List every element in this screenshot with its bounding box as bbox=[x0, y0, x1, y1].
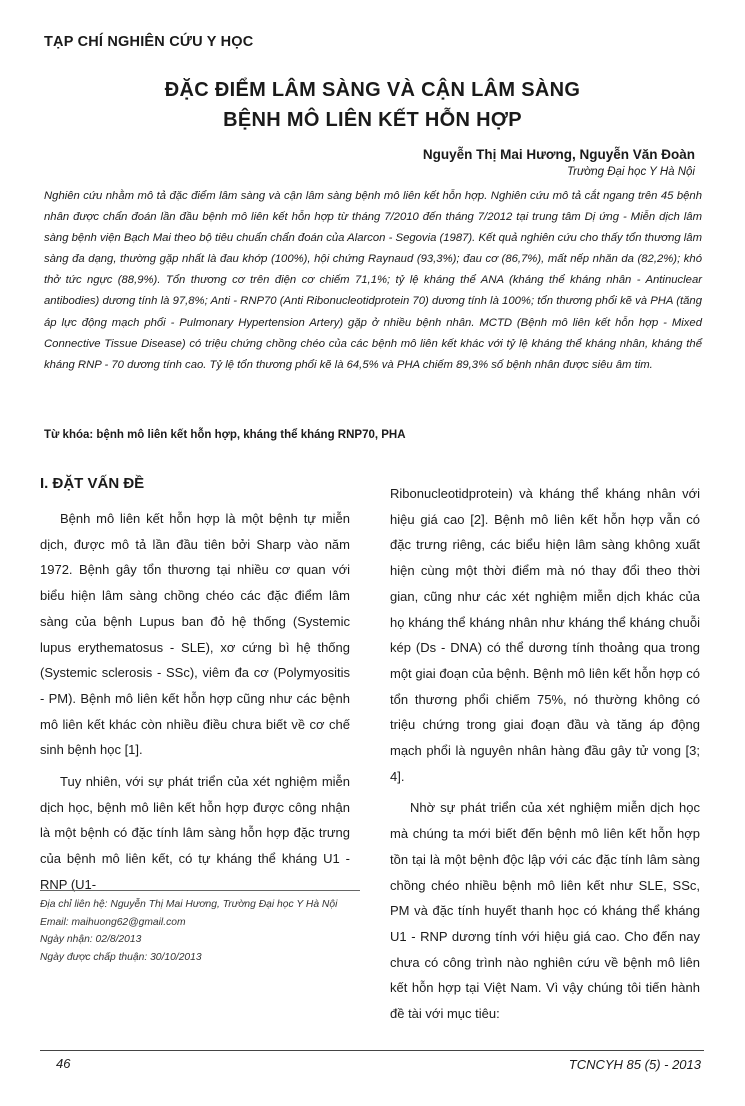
footnote-divider bbox=[40, 890, 360, 891]
right-column bbox=[390, 481, 700, 1033]
page-number: 46 bbox=[56, 1056, 71, 1071]
article-title-line1: ĐẶC ĐIỂM LÂM SÀNG VÀ CẬN LÂM SÀNG bbox=[164, 79, 581, 101]
journal-name: TẠP CHÍ NGHIÊN CỨU Y HỌC bbox=[44, 34, 254, 50]
footnote-received-date: Ngày nhận: 02/8/2013 bbox=[40, 934, 142, 945]
footer-divider bbox=[40, 1050, 704, 1051]
footnotes bbox=[40, 896, 360, 966]
journal-citation: TCNCYH 85 (5) - 2013 bbox=[568, 1057, 701, 1072]
article-title-line2: BỆNH MÔ LIÊN KẾT HỖN HỢP bbox=[223, 109, 522, 131]
body-paragraph: Nhờ sự phát triển của xét nghiệm miễn dịch học mà chúng ta mới biết đến bệnh mô liên kết hỗn hợp tồn tại là một bệnh độc lập với các đặc tính lâm sàng chồng chéo nhiều bệnh mô liên kết như SLE, SSc, PM và đặc tính huyết thanh học có kháng thể kháng U1 - RNP dương tính với hiệu giá cao. Cho đến nay chưa có công trình nào nghiên cứu về bệnh mô liên kết hỗn hợp tại Việt Nam. Vì vậy chúng tôi tiến hành đề tài với mục tiêu: bbox=[390, 800, 700, 1022]
article-authors: Nguyễn Thị Mai Hương, Nguyễn Văn Đoàn bbox=[422, 147, 695, 162]
body-paragraph: Bệnh mô liên kết hỗn hợp là một bệnh tự miễn dịch, được mô tả lần đầu tiên bởi Sharp vào năm 1972. Bệnh gây tổn thương tại nhiều cơ quan với biểu hiện lâm sàng chồng chéo các đặc điểm lâm sàng của bệnh Lupus ban đỏ hệ thống (Systemic lupus erythematosus - SLE), xơ cứng bì hệ thống (Systemic sclerosis - SSc), viêm đa cơ (Polymyositis - PM). Bệnh mô liên kết hỗn hợp cũng như các bệnh mô liên kết khác còn nhiều điều chưa biết về cơ chế sinh bệnh học [1]. bbox=[40, 511, 350, 758]
body-paragraph: Ribonucleotidprotein) và kháng thể kháng nhân với hiệu giá cao [2]. Bệnh mô liên kết hỗn hợp vẫn có đặc trưng riêng, các biểu hiện lâm sàng không xuất hiện cùng một thời điểm mà nó thay đổi theo thời gian, cũng như các xét nghiệm miễn dịch khác của họ kháng thể kháng nhân như kháng thể kháng chuỗi kép (Ds - DNA) có thể dương tính thoảng qua trong một giai đoạn của bệnh. Bệnh mô liên kết hỗn hợp có tổn thương phổi chiếm 75%, nó thường không có triệu chứng trong giai đoạn đầu và tăng áp động mạch phổi là nguyên nhân hàng đầu gây tử vong [3; 4]. bbox=[390, 486, 700, 784]
body-paragraph: Tuy nhiên, với sự phát triển của xét nghiệm miễn dịch học, bệnh mô liên kết hỗn hợp được công nhận là một bệnh có đặc tính lâm sàng hỗn hợp đặc trưng của bệnh mô liên kết, có tự kháng thể kháng U1 - RNP (U1- bbox=[40, 774, 350, 892]
footnote-contact: Địa chỉ liên hệ: Nguyễn Thị Mai Hương, Trường Đại học Y Hà Nội bbox=[40, 899, 338, 910]
abstract: Nghiên cứu nhằm mô tả đặc điểm lâm sàng và cận lâm sàng bệnh mô liên kết hỗn hợp. Nghiên cứu mô tả cắt ngang trên 45 bệnh nhân được chẩn đoán lần đầu bệnh mô liên kết hỗn hợp từ tháng 7/2010 đến tháng 7/2012 tại trung tâm Dị ứng - Miễn dịch lâm sàng bệnh viện Bạch Mai theo bộ tiêu chuẩn chẩn đoán của Alarcon - Segovia (1987). Kết quả nghiên cứu cho thấy tổn thương lâm sàng đa dạng, thường gặp nhất là đau khớp (100%), hội chứng Raynaud (93,3%); đau cơ (86,7%), mất nếp nhăn da (82,2%); khó thở tức ngực (88,9%). Tổn thương cơ trên điện cơ chiếm 71,1%; tỷ lệ kháng thể ANA (kháng thể kháng nhân - Antinuclear antibodies) dương tính là 97,8%; Anti - RNP70 (Anti Ribonucleotidprotein 70) dương tính là 100%; tổn thương phổi kẽ và PHA (tăng áp lực động mạch phổi - Pulmonary Hypertension Artery) gặp ở nhiều bệnh nhân. MCTD (Bệnh mô liên kết hỗn hợp - Mixed Connective Tissue Disease) có triệu chứng chồng chéo của các bệnh mô liên kết khác với tỷ lệ kháng thể kháng nhân, kháng thể kháng RNP - 70 dương tính cao. Tỷ lệ tổn thương phổi kẽ là 64,5% và PHA chiếm 89,3% số bệnh nhân được siêu âm tim. bbox=[44, 190, 702, 371]
section-heading: I. ĐẶT VẤN ĐỀ bbox=[40, 475, 145, 492]
footnote-email: Email: maihuong62@gmail.com bbox=[40, 916, 186, 928]
author-affiliation: Trường Đại học Y Hà Nội bbox=[566, 166, 695, 178]
keywords: Từ khóa: bệnh mô liên kết hỗn hợp, kháng thể kháng RNP70, PHA bbox=[44, 429, 406, 441]
left-column bbox=[40, 470, 350, 904]
footnote-accepted-date: Ngày được chấp thuận: 30/10/2013 bbox=[40, 951, 202, 963]
